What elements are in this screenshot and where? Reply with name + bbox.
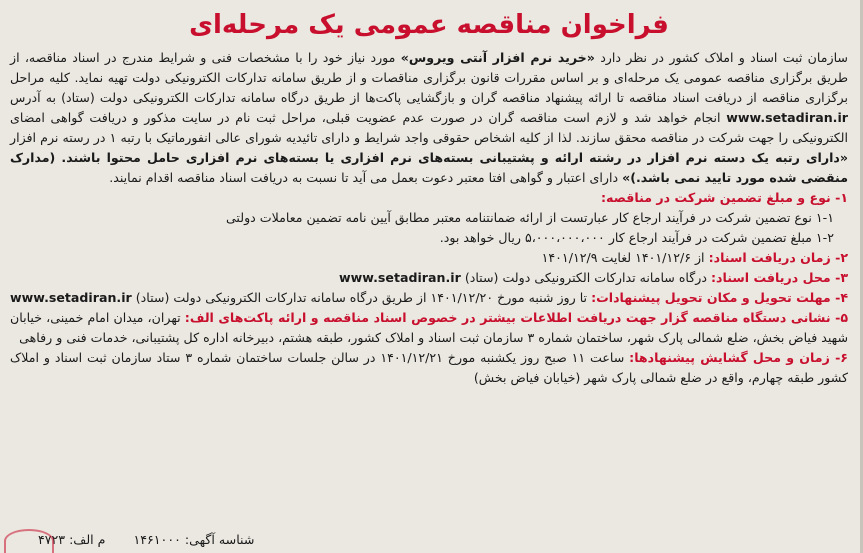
intro-text-1: سازمان ثبت اسناد و املاک کشور در نظر دارد (600, 50, 848, 65)
m-alef-number: م الف: ۴۷۲۳ (38, 532, 106, 547)
section-6-heading: ۶- زمان و محل گشایش پیشنهادها: (629, 350, 848, 365)
section-5 (10, 308, 848, 348)
section-3 (10, 268, 848, 288)
section-6-text: ساعت ۱۱ صبح روز یکشنبه مورخ ۱۴۰۱/۱۲/۲۱ در سالن جلسات ساختمان شماره ۳ ستاد سازمان ثبت اسناد و املاک کشور طبقه چهارم، واقع در ضلع شمالی پارک شهر (خیابان فیاض بخش) (10, 350, 848, 385)
intro-text-2: مورد نیاز خود را با مشخصات فنی و شرایط مندرج در اسناد مناقصه، از طریق برگزاری مناقصه عمومی یک مرحله‌ای و بر اساس مقررات قانون برگزاری مناقصات و از طریق سامانه تدارکات الکترونیکی دولت تهیه نماید. کلیه مراحل برگزاری مناقصه از دریافت اسناد مناقصه تا ارائه پیشنهاد مناقصه گران و بازگشایی پاکت‌ها از طریق درگاه سامانه تدارکات الکترونیکی دولت (ستاد) به آدرس (10, 50, 848, 105)
section-4-link[interactable]: www.setadiran.ir (9, 290, 132, 305)
section-3-text: درگاه سامانه تدارکات الکترونیکی دولت (ستاد) (464, 270, 707, 285)
section-5-text: تهران، میدان امام خمینی، خیابان شهید فیاض بخش، ضلع شمالی پارک شهر، ساختمان شماره ۳ سازمان ثبت اسناد و املاک کشور، طبقه هشتم، دبیرخانه اداره کل پشتیبانی، خدمات فنی و رفاهی (10, 310, 848, 345)
section-5-heading: ۵- نشانی دستگاه مناقصه گزار جهت دریافت اطلاعات بیشتر در خصوص اسناد مناقصه و ارائه پاکت‌های الف: (184, 310, 848, 325)
section-1-heading: ۱- نوع و مبلغ تضمین شرکت در مناقصه: (601, 190, 848, 205)
intro-text-3: انجام خواهد شد و لازم است مناقصه گران در صورت عدم عضویت قبلی، مراحل ثبت نام در سایت مذکور و دریافت گواهی امضای الکترونیکی را جهت شرکت در مناقصه محقق سازند. لذا از کلیه اشخاص حقوقی واجد شرایط و دارای تائیدیه شورای عالی انفورماتیک با رتبه ۱ در رسته نرم افزار (10, 110, 848, 145)
section-2 (10, 248, 848, 268)
section-1-item-2: ۱-۲ مبلغ تضمین شرکت در فرآیند ارجاع کار ۵،۰۰۰،۰۰۰،۰۰۰ ریال خواهد بود. (439, 230, 834, 245)
page-title: فراخوان مناقصه عمومی یک مرحله‌ای (189, 10, 669, 40)
section-2-heading: ۲- زمان دریافت اسناد: (708, 250, 848, 265)
ad-id: شناسه آگهی: ۱۴۶۱۰۰۰ (133, 532, 255, 547)
section-2-text: از ۱۴۰۱/۱۲/۶ لغایت ۱۴۰۱/۱۲/۹ (541, 250, 705, 265)
intro-text-4: دارای اعتبار و گواهی افتا معتبر دعوت بعمل می آید تا نسبت به دریافت اسناد مناقصه اقدام نمایند. (109, 170, 619, 185)
product-name: «خرید نرم افزار آنتی ویروس» (400, 50, 595, 65)
intro-paragraph (10, 48, 848, 188)
section-3-heading: ۳- محل دریافت اسناد: (710, 270, 848, 285)
section-4-text: تا روز شنبه مورخ ۱۴۰۱/۱۲/۲۰ از طریق درگاه سامانه تدارکات الکترونیکی دولت (ستاد) (135, 290, 588, 305)
section-3-link[interactable]: www.setadiran.ir (339, 270, 461, 285)
setad-link[interactable]: www.setadiran.ir (726, 110, 848, 125)
section-4 (10, 288, 848, 308)
stamp-mark (4, 529, 54, 553)
section-1-item-1: ۱-۱ نوع تضمین شرکت در فرآیند ارجاع کار عبارتست از ارائه ضمانتنامه معتبر مطابق آیین نامه تضمین معاملات دولتی (225, 210, 834, 225)
section-4-heading: ۴- مهلت تحویل و مکان تحویل پیشنهادات: (591, 290, 848, 305)
section-6 (10, 348, 848, 388)
rank-requirement: «دارای رتبه یک دسته نرم افزار در رشته ارائه و پشتیبانی بسته‌های نرم افزاری یا بسته‌های نرم افزاری حامل محتوا باشند. (مدارک منقضی شده مورد تایید نمی باشد.)» (10, 150, 848, 185)
